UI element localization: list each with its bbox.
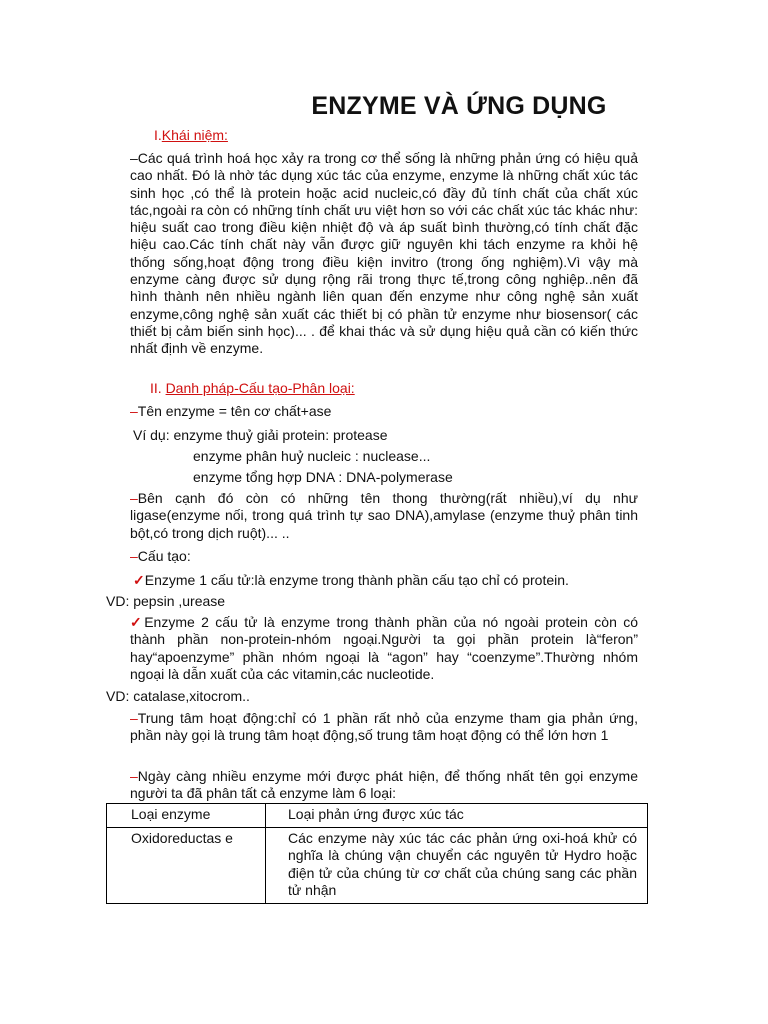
enzyme2-item <box>130 614 638 683</box>
table-cell: Oxidoreductas e <box>107 827 266 903</box>
dash-marker: – <box>130 710 138 726</box>
table-row <box>107 827 648 903</box>
common-names-text: Bên cạnh đó còn có những tên thong thường(rất nhiều),ví dụ như ligase(enzyme nối, trong quá trình tự sao DNA),amylase (enzyme thuỷ phân tinh bột,có trong dịch ruột)... .. <box>130 490 638 541</box>
section-label: Danh pháp-Cấu tạo-Phân loại: <box>165 380 355 396</box>
dash-marker: – <box>130 403 138 419</box>
name-rule-line <box>130 403 331 419</box>
table-header-cell: Loại phản ứng được xúc tác <box>266 804 648 828</box>
example-line-2: enzyme phân huỷ nucleic : nuclease... <box>193 448 431 464</box>
section-number: II. <box>150 380 162 396</box>
example-line-1: Ví dụ: enzyme thuỷ giải protein: protease <box>133 427 388 443</box>
section-number: I. <box>154 127 162 143</box>
table-header-cell: Loại enzyme <box>107 804 266 828</box>
enzyme2-text: Enzyme 2 cấu tử là enzyme trong thành phần của nó ngoài protein còn có thành phần non-protein-nhóm ngoại.Người ta gọi phần protein là“feron” hay“apoenzyme” phần nhóm ngoại là “agon” hay “coenzyme”.Thường nhóm ngoại là dẫn xuất của các vitamin,các nucleotide. <box>130 614 638 682</box>
dash-marker: – <box>130 490 138 506</box>
dash-marker: – <box>130 768 138 784</box>
section-label: Khái niệm: <box>161 127 228 143</box>
intro-paragraph: –Các quá trình hoá học xảy ra trong cơ thể sống là những phản ứng có hiệu quả cao nhất. Đó là nhờ tác dụng xúc tác của enzyme, enzyme là những chất xúc tác sinh học ,có thể là protein hoặc acid nucleic,có đầy đủ tính chất của chất xúc tác,ngoài ra còn có những tính chất ưu việt hơn so với các chất xúc tác khác như: hiệu suất cao trong điều kiện nhiệt độ và áp suất bình thường,có tính chất đặc hiệu cao.Các tính chất này vẫn được giữ nguyên khi tách enzyme ra khỏi hệ thống sống,hoạt động trong điều kiện invitro (trong ống nghiệm).Vì vậy mà enzyme càng được sử dụng rộng rãi trong thực tế,trong công nghiệp..nên đã hình thành nên nhiều ngành liên quan đến enzyme như công nghệ sản xuất enzyme,công nghệ sản xuất các thiết bị có phần tử enzyme như biosensor( các thiết bị cảm biến sinh học)... . để khai thác và sử dụng hiệu quả cần có kiến thức nhất định về enzyme. <box>130 150 638 357</box>
example-pepsin: VD: pepsin ,urease <box>106 593 226 609</box>
enzyme-class-table <box>106 803 648 904</box>
enzyme1-text: Enzyme 1 cấu tử:là enzyme trong thành phần cấu tạo chỉ có protein. <box>144 572 569 588</box>
page-title: ENZYME VÀ ỨNG DỤNG <box>311 92 607 120</box>
dash-marker: – <box>130 548 138 564</box>
active-site-text: Trung tâm hoạt động:chỉ có 1 phần rất nhỏ của enzyme tham gia phản ứng, phần này gọi là trung tâm hoạt động,số trung tâm hoạt động có thể lớn hơn 1 <box>130 710 638 744</box>
classification-paragraph <box>130 768 638 803</box>
classification-text: Ngày càng nhiều enzyme mới được phát hiện, để thống nhất tên gọi enzyme người ta đã phân tất cả enzyme làm 6 loại: <box>130 768 638 802</box>
enzyme1-item <box>133 572 569 589</box>
table-header-row <box>107 804 648 828</box>
common-names-paragraph <box>130 490 638 542</box>
example-catalase: VD: catalase,xitocrom.. <box>106 688 250 704</box>
section-heading-2 <box>150 380 355 396</box>
name-rule-text: Tên enzyme = tên cơ chất+ase <box>137 403 332 419</box>
example-line-3: enzyme tổng hợp DNA : DNA-polymerase <box>193 469 453 485</box>
structure-heading <box>130 548 191 564</box>
table-cell: Các enzyme này xúc tác các phản ứng oxi-hoá khử có nghĩa là chúng vận chuyển các nguyên tử Hydro hoặc điện tử của chúng từ cơ chất của chúng sang các phần tử nhận <box>266 827 648 903</box>
active-site-paragraph <box>130 710 638 745</box>
section-heading-1 <box>154 127 228 143</box>
checkmark-icon: ✓ <box>130 614 145 630</box>
checkmark-icon: ✓ <box>133 572 145 588</box>
structure-label: Cấu tạo: <box>137 548 191 564</box>
